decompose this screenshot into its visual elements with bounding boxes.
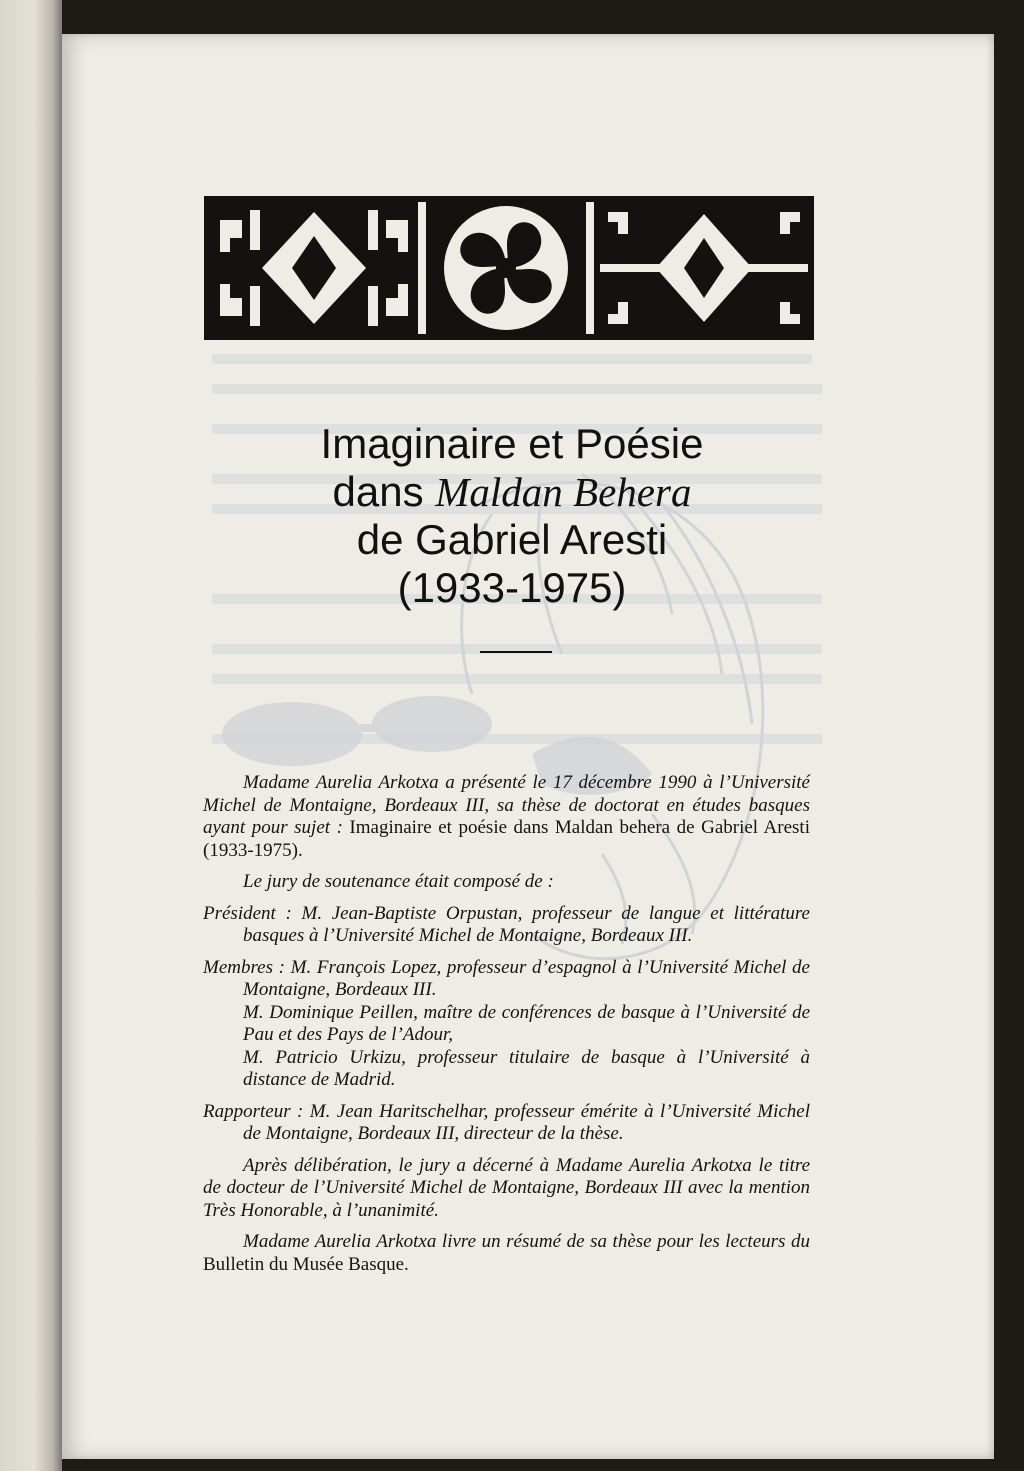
intro-paragraph — [203, 772, 810, 862]
title-divider — [480, 651, 552, 653]
jury-members-3: M. Patricio Urkizu, professeur titulaire de basque à l’Université à distance de Madrid. — [243, 1046, 810, 1090]
closing-roman: Bulletin du Musée Basque. — [203, 1253, 409, 1275]
closing-italic: Madame Aurelia Arkotxa livre un résumé de sa thèse pour les lecteurs du — [243, 1231, 810, 1252]
jury-members-1: Membres : M. François Lopez, professeur d’espagnol à l’Université Michel de Montaigne, Bordeaux III. — [203, 956, 810, 1000]
jury-members-2: M. Dominique Peillen, maître de conférences de basque à l’Université de Pau et des Pays de l’Adour, — [243, 1001, 810, 1045]
intro-italic: Madame Aurelia Arkotxa a présenté le 17 décembre 1990 à l’Université Michel de Montaigne, Bordeaux III, sa thèse de doctorat en études basques ayant pour sujet : — [203, 772, 810, 838]
closing-paragraph — [203, 1231, 810, 1276]
intro-roman: Imaginaire et poésie dans Maldan behera de Gabriel Aresti (1933-1975). — [203, 817, 810, 861]
title-line-2-italic: Maldan Behera — [435, 469, 692, 515]
document-title — [212, 420, 812, 612]
page — [62, 34, 994, 1459]
jury-intro: Le jury de soutenance était composé de : — [243, 871, 554, 892]
body-text — [203, 772, 810, 1285]
title-line-4: (1933-1975) — [397, 564, 627, 611]
title-line-2 — [212, 468, 812, 516]
title-line-1: Imaginaire et Poésie — [320, 420, 704, 467]
jury-rapporteur: Rapporteur : M. Jean Haritschelhar, professeur émérite à l’Université Michel de Montaigne, Bordeaux III, directeur de la thèse. — [203, 1100, 810, 1144]
jury-president: Président : M. Jean-Baptiste Orpustan, professeur de langue et littérature basques à l’Université Michel de Montaigne, Bordeaux III. — [203, 902, 810, 946]
deliberation-paragraph: Après délibération, le jury a décerné à Madame Aurelia Arkotxa le titre de docteur de l’Université Michel de Montaigne, Bordeaux III avec la mention Très Honorable, à l’unanimité. — [203, 1154, 810, 1221]
facing-page-edge — [0, 0, 62, 1471]
ornamental-banner — [204, 196, 814, 340]
title-line-3: de Gabriel Aresti — [356, 516, 668, 563]
title-line-2-prefix: dans — [332, 468, 436, 515]
